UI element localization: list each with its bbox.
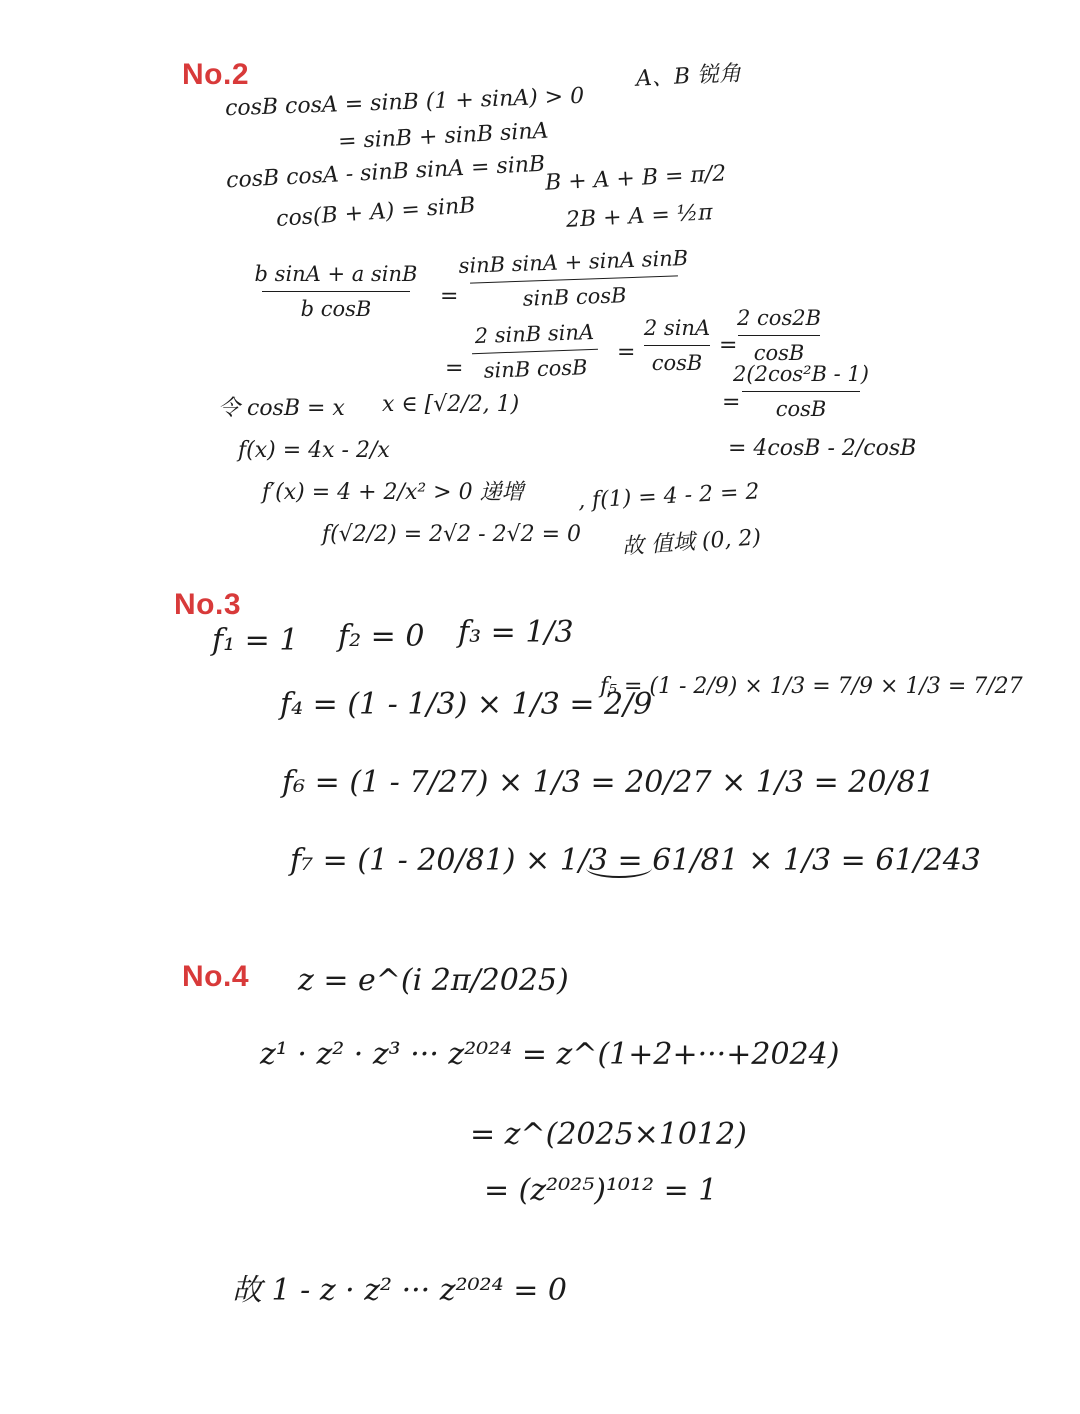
no2-fraction-6-den: cosB xyxy=(775,397,827,421)
no2-fraction-1 xyxy=(254,262,418,321)
no2-line-1-note: A、B 锐角 xyxy=(635,61,742,92)
no3-line-1b: f₂ = 0 xyxy=(338,619,425,654)
no2-fraction-6 xyxy=(733,362,869,421)
no2-fraction-3-den: sinB cosB xyxy=(483,355,588,383)
no4-line-1: z = e^(i 2π/2025) xyxy=(298,963,569,998)
no2-line-11b: , f(1) = 4 - 2 = 2 xyxy=(577,479,761,514)
no2-line-5: B + A + B = π/2 xyxy=(544,161,727,196)
no2-line-1: cosB cosA = sinB (1 + sinA) > 0 xyxy=(224,83,585,122)
no2-line-8b: x ∈ [√2/2, 1) xyxy=(382,392,520,417)
no3-line-1c: f₃ = 1/3 xyxy=(458,615,574,650)
no2-fraction-2-den: sinB cosB xyxy=(522,283,627,311)
no2-fraction-4-num: 2 sinA xyxy=(643,316,711,340)
no4-line-4: = (z²⁰²⁵)¹⁰¹² = 1 xyxy=(484,1173,718,1208)
no2-fraction-2-num: sinB sinA + sinA sinB xyxy=(458,246,689,279)
no2-line-7: = 4cosB - 2/cosB xyxy=(728,436,917,461)
heading-no2: No.2 xyxy=(182,58,250,91)
no2-line-11: f(√2/2) = 2√2 - 2√2 = 0 xyxy=(322,522,582,547)
no2-fraction-1-den: b cosB xyxy=(300,297,372,321)
no2-line-9: f(x) = 4x - 2/x xyxy=(238,438,390,463)
no2-equals-5: = xyxy=(722,390,741,415)
no2-fraction-5-den: cosB xyxy=(753,341,805,365)
no2-line-6: 2B + A = ½π xyxy=(565,200,714,233)
no4-line-2: z¹ · z² · z³ ··· z²⁰²⁴ = z^(1+2+···+2024) xyxy=(260,1037,840,1072)
no2-line-10: f′(x) = 4 + 2/x² > 0 递增 xyxy=(262,480,524,505)
no2-line-4: cos(B + A) = sinB xyxy=(275,193,477,232)
no3-line-2b: f₅ = (1 - 2/9) × 1/3 = 7/9 × 1/3 = 7/27 xyxy=(600,674,1023,699)
no2-equals-1: = xyxy=(440,284,459,309)
no2-fraction-2 xyxy=(458,246,689,312)
no2-line-8: 令 cosB = x xyxy=(218,396,345,421)
no2-equals-4: = xyxy=(719,333,738,358)
no4-line-3: = z^(2025×1012) xyxy=(470,1117,747,1152)
no3-line-3: f₆ = (1 - 7/27) × 1/3 = 20/27 × 1/3 = 20/81 xyxy=(282,765,935,800)
no2-fraction-6-num: 2(2cos²B - 1) xyxy=(733,362,869,386)
no2-line-2: = sinB + sinB sinA xyxy=(337,118,550,155)
no2-fraction-3 xyxy=(471,320,599,383)
no2-equals-3: = xyxy=(617,340,636,365)
heading-no4: No.4 xyxy=(182,960,250,993)
no2-fraction-5-num: 2 cos2B xyxy=(737,306,822,330)
no2-equals-2: = xyxy=(445,356,464,381)
no3-answer-underline xyxy=(586,858,652,878)
no4-line-5: 故 1 - z · z² ··· z²⁰²⁴ = 0 xyxy=(232,1273,567,1308)
no2-line-12: 故 值域 (0, 2) xyxy=(621,525,762,560)
no2-line-3: cosB cosA - sinB sinA = sinB xyxy=(225,151,546,194)
no2-fraction-4 xyxy=(644,316,710,375)
no2-fraction-4-den: cosB xyxy=(651,351,703,375)
no3-line-4: f₇ = (1 - 20/81) × 1/3 = 61/81 × 1/3 = 61/243 xyxy=(290,843,981,878)
no3-line-1a: f₁ = 1 xyxy=(212,623,299,658)
heading-no3: No.3 xyxy=(174,588,242,621)
no2-fraction-5 xyxy=(738,306,820,365)
no2-fraction-3-num: 2 sinB sinA xyxy=(474,319,595,349)
no2-fraction-1-num: b sinA + a sinB xyxy=(254,262,418,286)
no3-line-2: f₄ = (1 - 1/3) × 1/3 = 2/9 xyxy=(280,687,653,722)
